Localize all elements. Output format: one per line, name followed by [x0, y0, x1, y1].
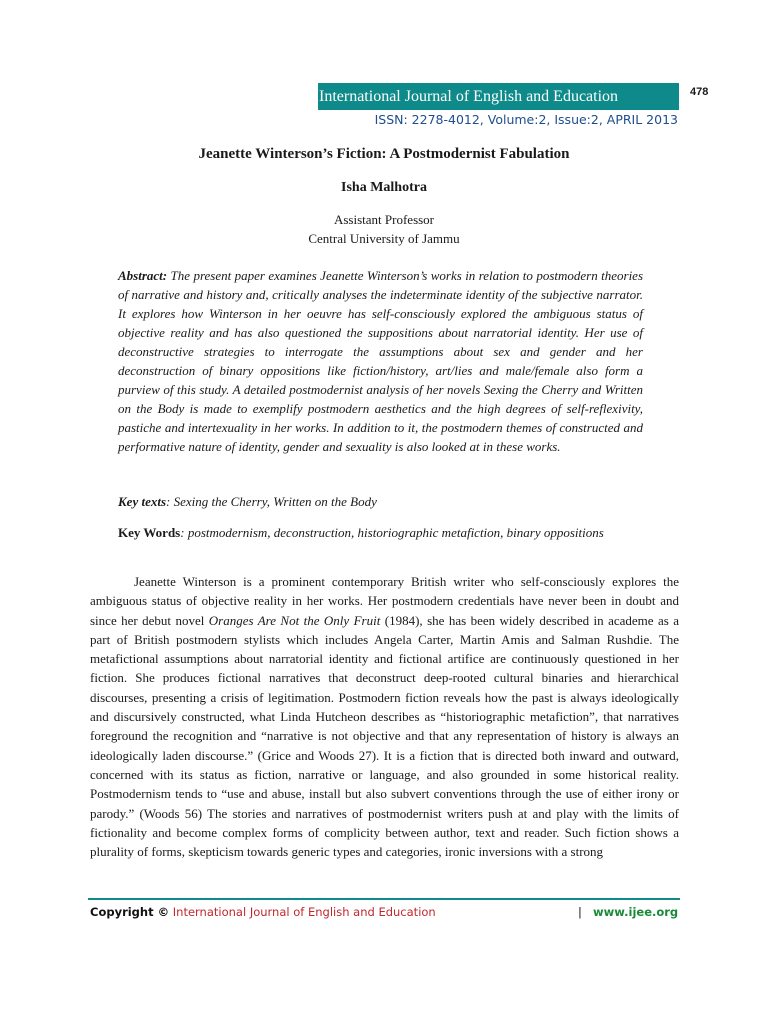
issn-volume-line: ISSN: 2278-4012, Volume:2, Issue:2, APRIL 2013: [374, 112, 678, 127]
abstract: [118, 266, 643, 456]
footer-divider: [88, 898, 680, 900]
key-texts: [118, 492, 643, 511]
body-text-part-2: (1984), she has been widely described in academe as a part of British postmodern stylists which includes Angela Carter, Martin Amis and Salman Rushdie. The metafictional assumptions about narratorial identity and fictional artifice are continuously questioned in her fiction. She produces fictional narratives that deconstruct deep-rooted cultural binaries and hierarchical discourses, presenting a crisis of legitimation. Postmodern fiction reveals how the past is always ideologically and discursively constructed, what Linda Hutcheon describes as “historiographic metafiction”, that narratives foreground the recognition and “narrative is not objective and that any representation of history is always an ideologically laden discourse.” (Grice and Woods 27). It is a fiction that is directed both inward and outward, concerned with its status as fiction, narrative or language, and also grounded in some historical reality. Postmodernism tends to “use and abuse, install but also subvert conventions through the use of either irony or parody.” (Woods 56) The stories and narratives of postmodernist writers push at and play with the limits of fictionality and become complex forms of complicity between author, text and reader. Such fiction shows a plurality of forms, skepticism towards generic types and categories, ironic inversions with a strong: [90, 612, 679, 860]
footer-journal-name: International Journal of English and Education: [172, 905, 436, 919]
author-name: Isha Malhotra: [341, 180, 427, 195]
author-institution: Central University of Jammu: [308, 231, 460, 246]
key-texts-label: Key texts: [118, 494, 167, 509]
paper-title: Jeanette Winterson’s Fiction: A Postmodernist Fabulation: [198, 146, 570, 162]
footer: [90, 905, 680, 919]
author-position: Assistant Professor: [333, 212, 435, 227]
key-words: [118, 523, 643, 542]
key-texts-value: : Sexing the Cherry, Written on the Body: [166, 494, 377, 509]
key-words-label: Key Words: [118, 525, 181, 540]
footer-website-link[interactable]: www.ijee.org: [593, 905, 679, 919]
novel-title: Oranges Are Not the Only Fruit: [208, 612, 381, 628]
key-words-value: : postmodernism, deconstruction, historiographic metafiction, binary oppositions: [180, 525, 604, 540]
body-paragraph: [90, 572, 679, 861]
footer-copyright: Copyright ©: [90, 905, 170, 919]
footer-separator: |: [578, 905, 582, 919]
abstract-label: Abstract:: [118, 268, 168, 283]
abstract-text: The present paper examines Jeanette Winterson’s works in relation to postmodern theories of narrative and history and, critically analyses the indeterminate identity of the subjective narrator. It explores how Winterson in her oeuvre has self-consciously explored the ambiguous status of objective reality and has also questioned the suppositions about narratorial identity. Her use of deconstructive strategies to interrogate the assumptions about sex and gender and her deconstruction of binary oppositions like fiction/history, art/lies and male/female also form a purview of this study. A detailed postmodernist analysis of her novels Sexing the Cherry and Written on the Body is made to exemplify postmodern aesthetics and the high degrees of self-reflexivity, pastiche and intertexuality in her works. In addition to it, the postmodern themes of constructed and performative nature of identity, gender and sexuality is also looked at in these works.: [118, 268, 644, 454]
journal-name-banner: International Journal of English and Education: [318, 83, 679, 110]
page-number: 478: [690, 86, 709, 98]
body-text-part-1: Jeanette Winterson is a prominent contemporary British writer who self-consciously explores the ambiguous status of objective reality in her works. Her postmodern credentials have never been in doubt and since her debut novel: [90, 574, 679, 628]
